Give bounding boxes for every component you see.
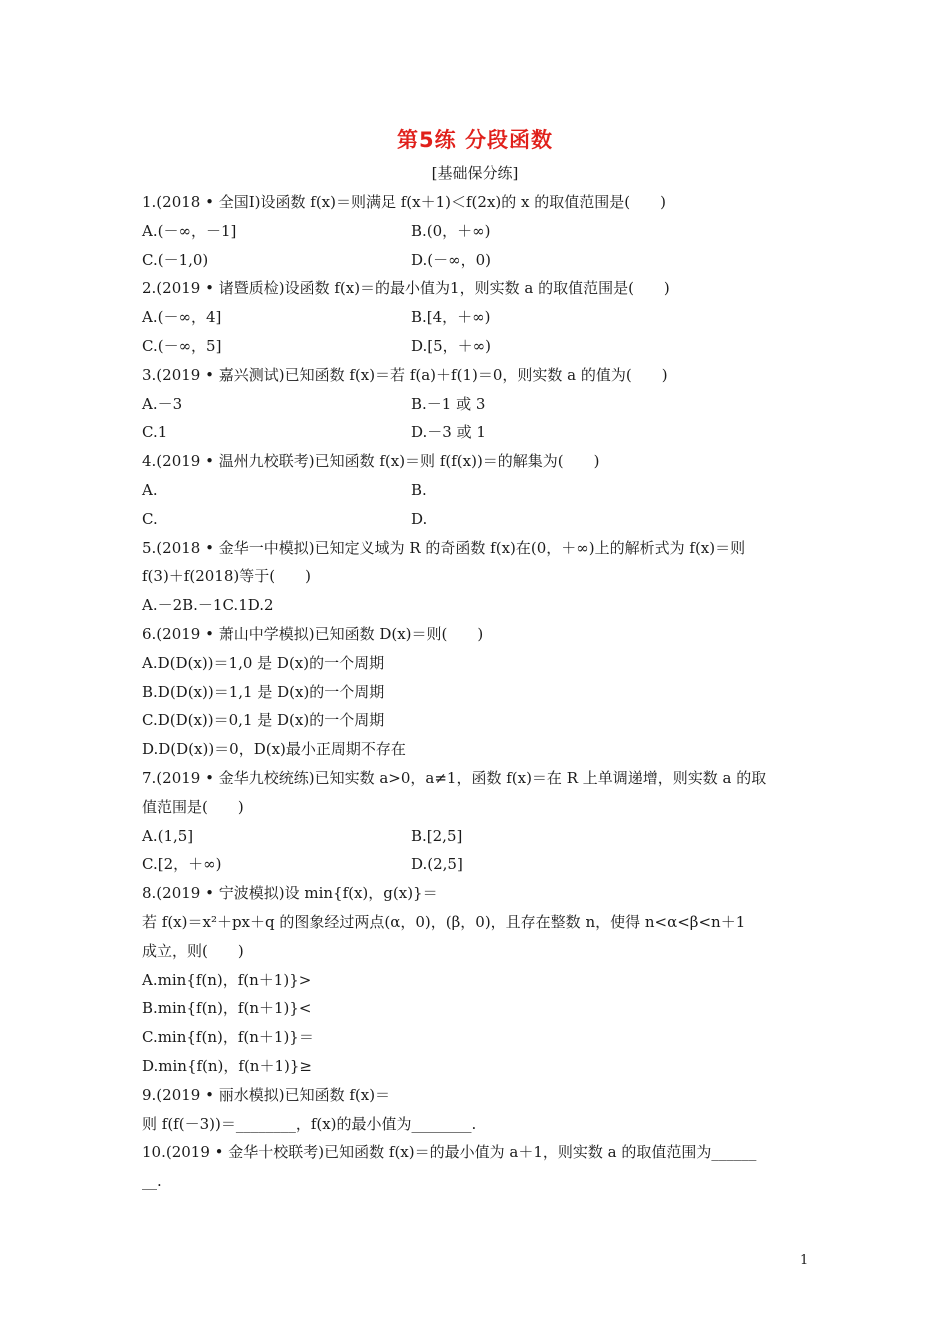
answer-options-row	[142, 418, 814, 447]
page-number: 1	[800, 1253, 809, 1268]
answer-option: B.(0，＋∞)	[411, 221, 491, 240]
answer-option: D.[5，＋∞)	[411, 336, 492, 355]
answer-option: D.－3 或 1	[411, 423, 486, 442]
text-line: 5.(2018 • 金华一中模拟)已知定义域为 R 的奇函数 f(x)在(0，＋∞)上的解析式为 f(x)＝则	[142, 538, 746, 557]
text-line: 6.(2019 • 萧山中学模拟)已知函数 D(x)＝则( )	[142, 624, 484, 643]
answer-options-row	[142, 850, 814, 879]
problem-list	[142, 188, 814, 1196]
text-line: 2.(2019 • 诸暨质检)设函数 f(x)＝的最小值为1，则实数 a 的取值范围是( )	[142, 279, 670, 298]
answer-option: B.	[411, 480, 427, 499]
answer-option: A.(－∞，4]	[142, 308, 222, 327]
answer-option: A.(－∞，－1]	[142, 221, 237, 240]
answer-option: B.－1 或 3	[411, 394, 486, 413]
text-line: D.D(D(x))＝0，D(x)最小正周期不存在	[142, 740, 406, 759]
answer-option: C.(－1,0)	[142, 250, 209, 269]
text-line: 若 f(x)＝x²＋px＋q 的图象经过两点(α，0)，(β，0)，且存在整数 n，使得 n<α<β<n＋1	[142, 912, 746, 931]
text-line: 成立，则( )	[142, 941, 244, 960]
answer-options-row	[142, 332, 814, 361]
answer-options-row	[142, 505, 814, 534]
answer-options-row	[142, 217, 814, 246]
answer-options-row	[142, 390, 814, 419]
text-line: 1.(2018 • 全国Ⅰ)设函数 f(x)＝则满足 f(x＋1)＜f(2x)的 x 的取值范围是( )	[142, 193, 666, 211]
text-line: C.D(D(x))＝0,1 是 D(x)的一个周期	[142, 711, 385, 730]
text-line: A.min{f(n)，f(n＋1)}>	[142, 970, 312, 989]
answer-options-row	[142, 476, 814, 505]
text-line: 8.(2019 • 宁波模拟)设 min{f(x)，g(x)}＝	[142, 884, 438, 903]
page-title: 第5练 分段函数	[397, 128, 553, 152]
answer-options-row	[142, 822, 814, 851]
text-line: A.D(D(x))＝1,0 是 D(x)的一个周期	[142, 653, 385, 672]
section-subtitle: [基础保分练]	[431, 164, 519, 182]
text-line: A.－2B.－1C.1D.2	[142, 596, 274, 615]
answer-option: C.	[142, 509, 158, 528]
answer-option: D.(2,5]	[411, 855, 463, 874]
answer-option: C.(－∞，5]	[142, 336, 222, 355]
text-line: B.min{f(n)，f(n＋1)}<	[142, 999, 312, 1018]
answer-option: D.	[411, 509, 428, 528]
answer-option: A.	[142, 480, 158, 499]
text-line: 7.(2019 • 金华九校统练)已知实数 a>0，a≠1，函数 f(x)＝在 R 上单调递增，则实数 a 的取	[142, 768, 767, 787]
answer-option: B.[4，＋∞)	[411, 308, 491, 327]
answer-option: C.[2，＋∞)	[142, 855, 222, 874]
text-line: __.	[142, 1172, 162, 1191]
answer-option: C.1	[142, 423, 168, 442]
text-line: 3.(2019 • 嘉兴测试)已知函数 f(x)＝若 f(a)＋f(1)＝0，则实数 a 的值为( )	[142, 365, 668, 384]
text-line: 4.(2019 • 温州九校联考)已知函数 f(x)＝则 f(f(x))＝的解集为( )	[142, 452, 600, 471]
text-line: f(3)＋f(2018)等于( )	[142, 567, 311, 586]
answer-options-row	[142, 303, 814, 332]
answer-option: B.[2,5]	[411, 826, 463, 845]
text-line: 则 f(f(－3))＝________，f(x)的最小值为________.	[142, 1114, 477, 1133]
text-line: C.min{f(n)，f(n＋1)}＝	[142, 1028, 314, 1047]
answer-option: A.－3	[142, 394, 183, 413]
text-line: B.D(D(x))＝1,1 是 D(x)的一个周期	[142, 682, 385, 701]
text-line: 9.(2019 • 丽水模拟)已知函数 f(x)＝	[142, 1085, 391, 1104]
text-line: 值范围是( )	[142, 797, 244, 816]
text-line: 10.(2019 • 金华十校联考)已知函数 f(x)＝的最小值为 a＋1，则实数 a 的取值范围为______	[142, 1143, 757, 1162]
answer-option: D.(－∞，0)	[411, 250, 492, 269]
answer-options-row	[142, 246, 814, 275]
text-line: D.min{f(n)，f(n＋1)}≥	[142, 1056, 312, 1075]
answer-option: A.(1,5]	[142, 826, 194, 845]
